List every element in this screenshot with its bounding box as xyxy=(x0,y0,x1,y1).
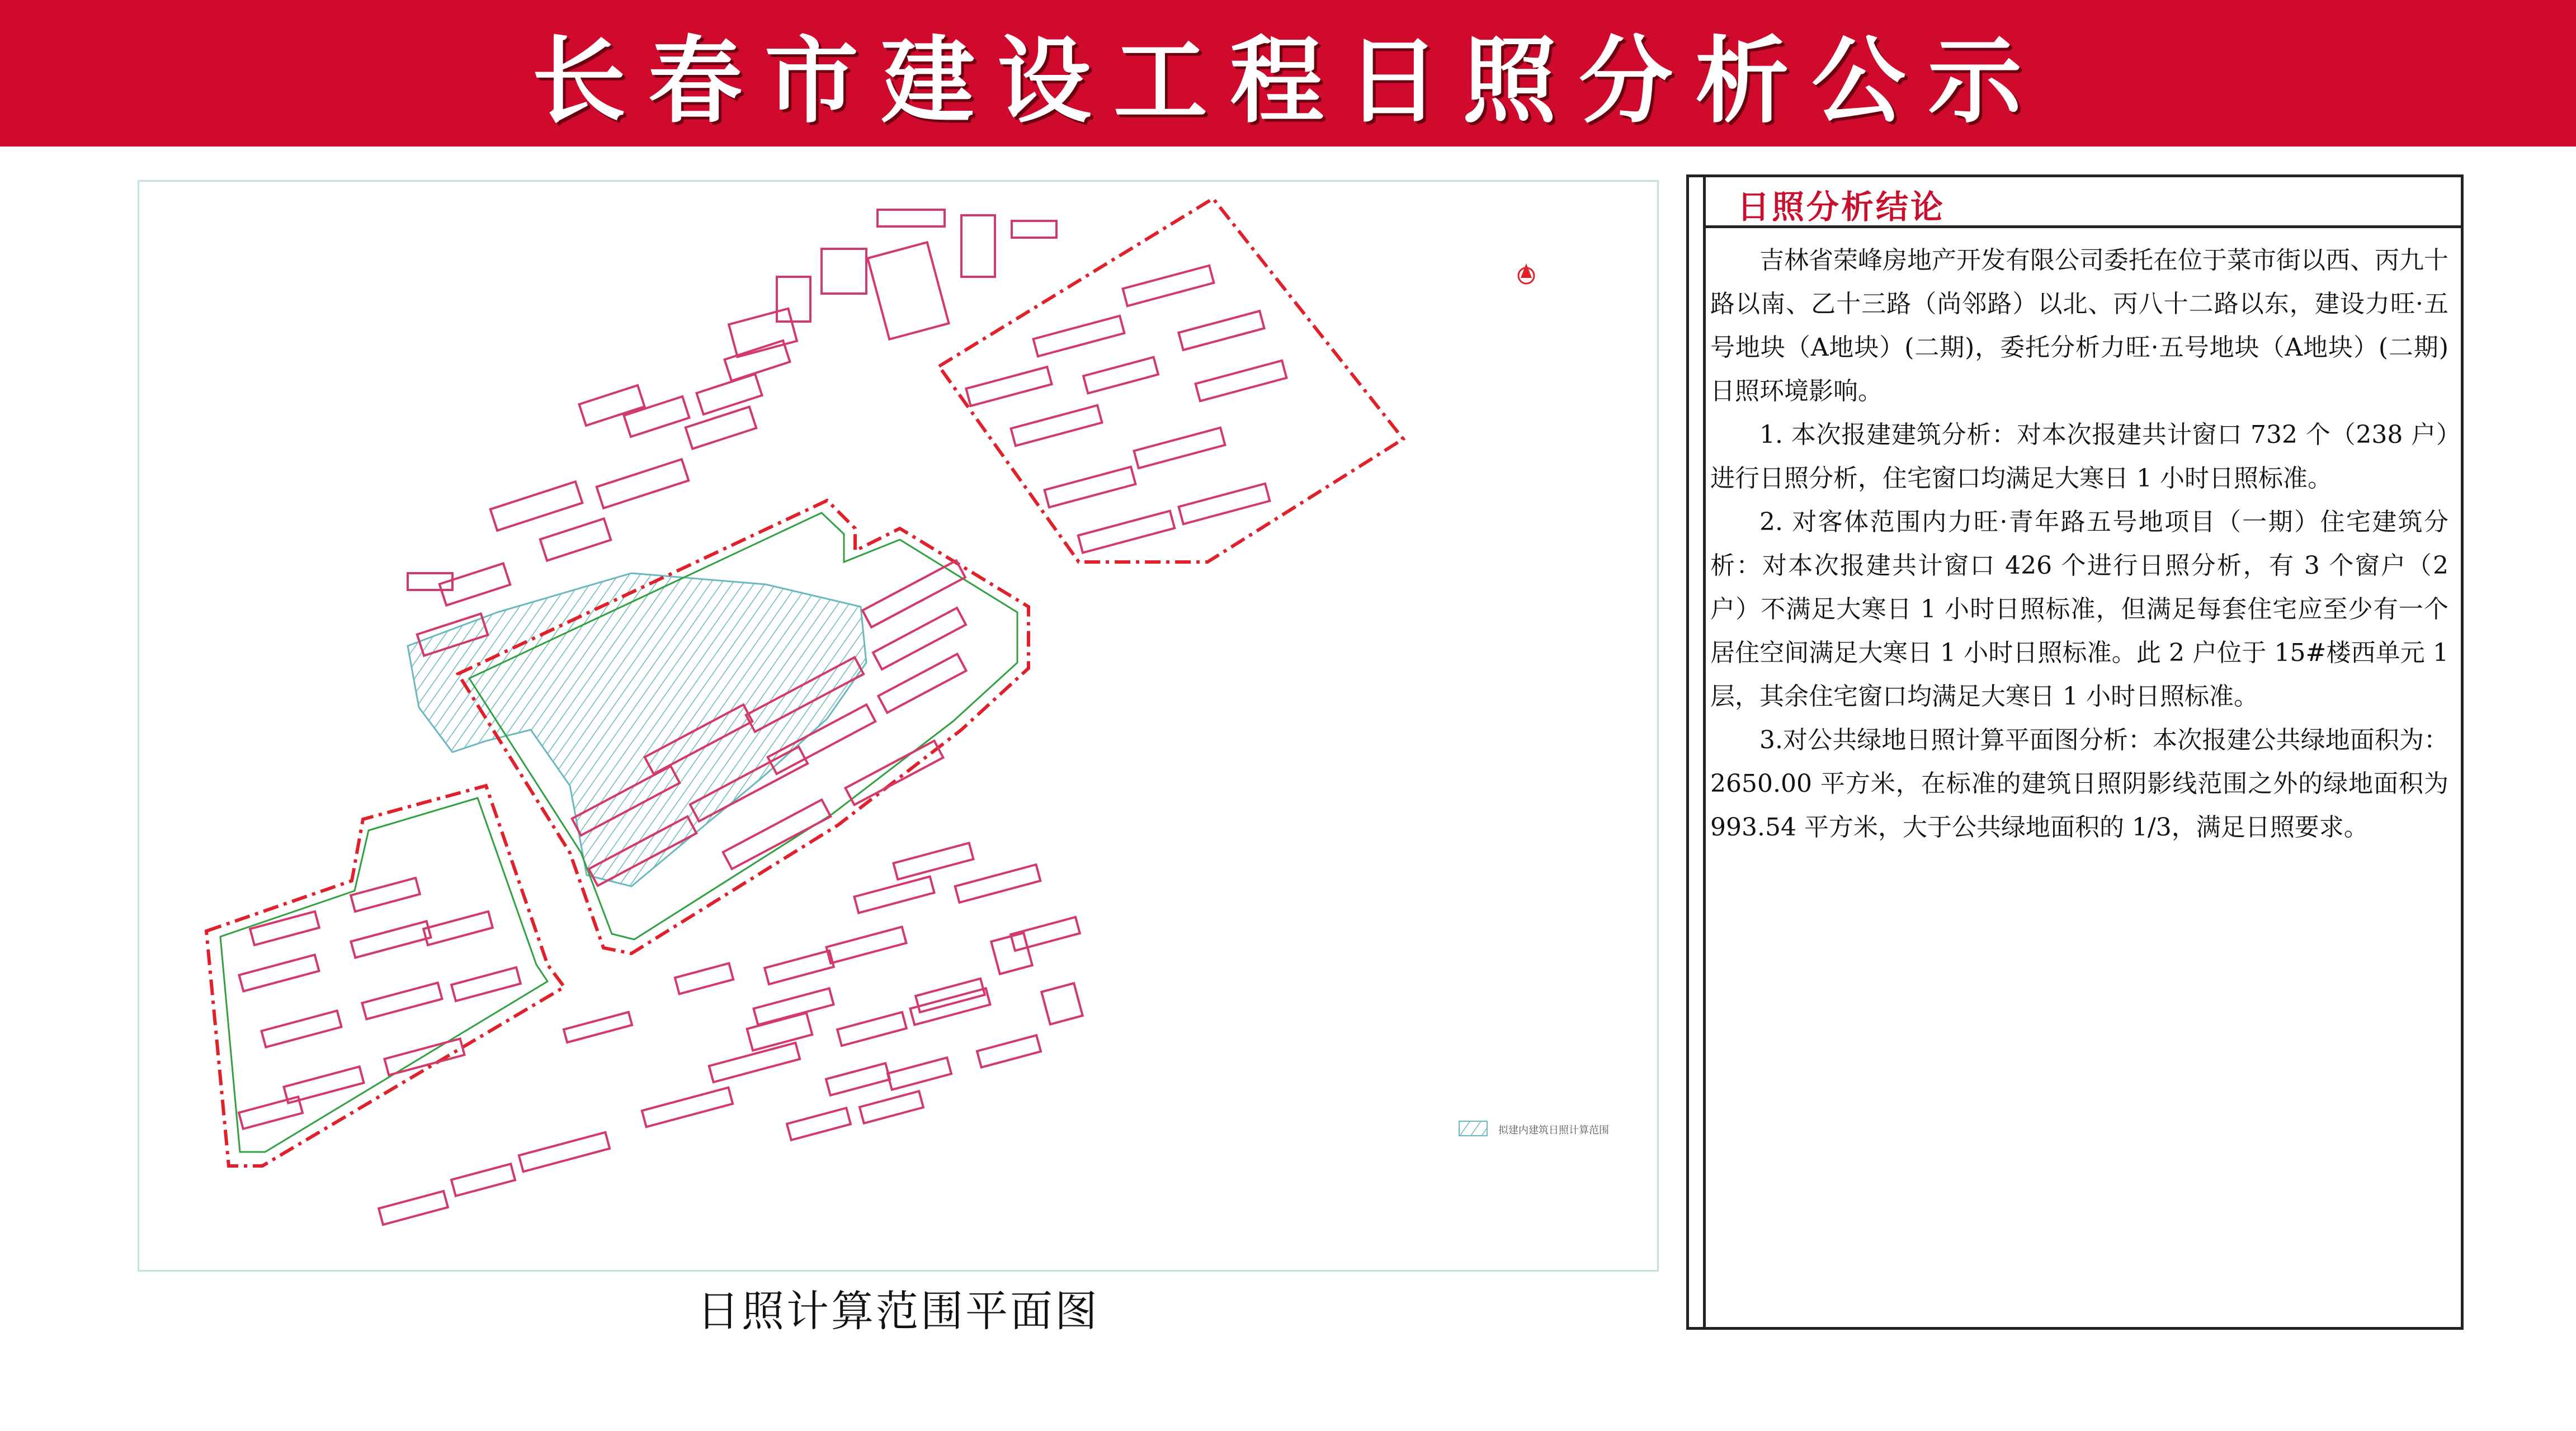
panel-header xyxy=(1706,177,2461,228)
panel-body xyxy=(1710,239,2448,849)
southwest-green-line xyxy=(220,798,548,1152)
intro-paragraph: 吉林省荣峰房地产开发有限公司委托在位于菜市街以西、丙九十路以南、乙十三路（尚邻路）以北、丙八十二路以东，建设力旺·五号地块（A地块）(二期)，委托分析力旺·五号地块（A地块）(二期)日照环境影响。 xyxy=(1710,246,2448,405)
panel-title: 日照分析结论 xyxy=(1737,188,1946,226)
site-plan-drawing xyxy=(139,182,1657,1270)
item-2-paragraph: 2. 对客体范围内力旺·青年路五号地项目（一期）住宅建筑分析：对本次报建共计窗口 426 个进行日照分析，有 3 个窗户（2 户）不满足大寒日 1 小时日照标准，但满足每套住宅应至少有一个居住空间满足大寒日 1 小时日照标准。此 2 户位于 15#楼西单元 1 层，其余住宅窗口均满足大寒日 1 小时日照标准。 xyxy=(1710,508,2448,711)
shadow-hatch-area xyxy=(408,573,866,886)
legend-label: 拟建内建筑日照计算范围 xyxy=(1498,1125,1609,1136)
legend-swatch xyxy=(1459,1121,1487,1136)
item-3-paragraph: 3.对公共绿地日照计算平面图分析：本次报建公共绿地面积为：2650.00 平方米，在标准的建筑日照阴影线范围之外的绿地面积为 993.54 平方米，大于公共绿地面积的 1/3，满足日照要求。 xyxy=(1710,726,2448,842)
site-plan-map xyxy=(138,180,1659,1272)
page-title: 长春市建设工程日照分析公示 xyxy=(532,26,2044,136)
southwest-block-boundary xyxy=(206,786,564,1166)
conclusion-panel xyxy=(1686,174,2464,1330)
northeast-block-boundary xyxy=(939,199,1403,562)
north-arrow-icon xyxy=(1518,263,1534,284)
map-caption: 日照计算范围平面图 xyxy=(697,1286,1100,1336)
panel-margin-line xyxy=(1703,177,1706,1327)
item-1-paragraph: 1. 本次报建建筑分析：对本次报建共计窗口 732 个（238 户）进行日照分析，住宅窗口均满足大寒日 1 小时日照标准。 xyxy=(1710,421,2448,493)
header-banner xyxy=(0,0,2576,147)
